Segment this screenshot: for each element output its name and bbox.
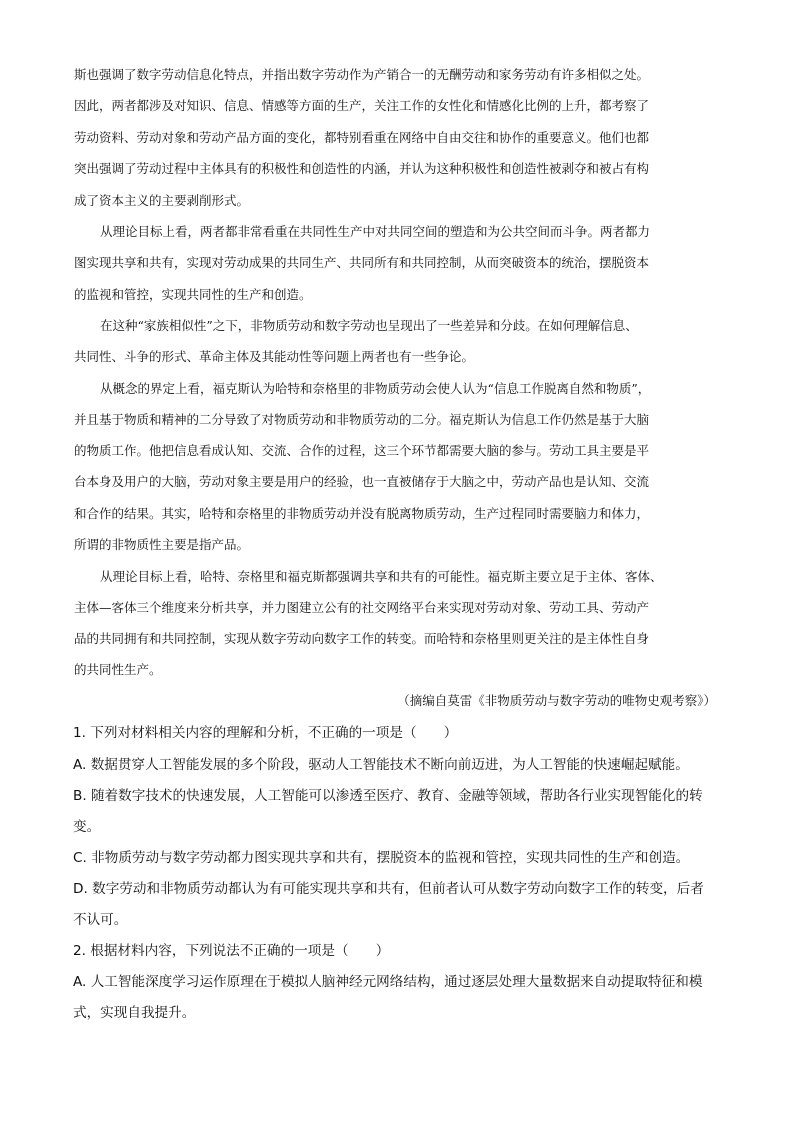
option-a-continued: 式，实现自我提升。 — [73, 1005, 196, 1021]
passage-line: 并且基于物质和精神的二分导致了对物质劳动和非物质劳动的二分。福克斯认为信息工作仍然是基于大脑 — [74, 412, 650, 427]
passage-line: 从理论目标上看，两者都非常看重在共同性生产中对共同空间的塑造和为公共空间而斗争。两者都力 — [100, 224, 651, 239]
passage-line: 主体—客体三个维度来分析共享，并力图建立公有的社交网络平台来实现对劳动对象、劳动工具、劳动产 — [74, 600, 650, 615]
passage-line: 从理论目标上看，哈特、奈格里和福克斯都强调共享和共有的可能性。福克斯主要立足于主体、客体、 — [100, 569, 663, 584]
passage-line: 劳动资料、劳动对象和劳动产品方面的变化，都特别看重在网络中自由交往和协作的重要意义。他们也都 — [74, 130, 650, 145]
passage-line: 所谓的非物质性主要是指产品。 — [74, 537, 250, 552]
option-a[interactable]: A. 数据贯穿人工智能发展的多个阶段，驱动人工智能技术不断向前迈进，为人工智能的快速崛起赋能。 — [73, 757, 689, 773]
passage-source: （摘编自莫雷《非物质劳动与数字劳动的唯物史观考察》） — [397, 693, 716, 708]
passage-line: 品的共同拥有和共同控制，实现从数字劳动向数字工作的转变。而哈特和奈格里则更关注的是主体性自身 — [74, 631, 650, 646]
passage-line: 的监视和管控，实现共同性的生产和创造。 — [74, 287, 312, 302]
question-stem: 1. 下列对材料相关内容的理解和分析，不正确的一项是（ ） — [73, 725, 458, 741]
passage-line: 图实现共享和共有，实现对劳动成果的共同生产、共同所有和共同控制，从而突破资本的统治，摆脱资本 — [74, 255, 650, 270]
option-d-continued: 不认可。 — [73, 912, 128, 928]
passage-line: 突出强调了劳动过程中主体具有的积极性和创造性的内涵，并认为这种积极性和创造性被剥夺和被占有构 — [74, 161, 650, 176]
option-c[interactable]: C. 非物质劳动与数字劳动都力图实现共享和共有，摆脱资本的监视和管控，实现共同性的生产和创造。 — [73, 850, 690, 866]
passage-line: 在这种“家族相似性”之下，非物质劳动和数字劳动也呈现出了一些差异和分歧。在如何理解信息、 — [100, 318, 638, 333]
option-b-continued: 变。 — [73, 819, 101, 835]
option-d[interactable]: D. 数字劳动和非物质劳动都认为有可能实现共享和共有，但前者认可从数字劳动向数字工作的转变，后者 — [73, 881, 704, 897]
passage-line: 共同性、斗争的形式、革命主体及其能动性等问题上两者也有一些争论。 — [74, 349, 475, 364]
passage-line: 的共同性生产。 — [74, 662, 162, 677]
option-a[interactable]: A. 人工智能深度学习运作原理在于模拟人脑神经元网络结构，通过逐层处理大量数据来自动提取特征和模 — [73, 974, 703, 990]
passage-line: 的物质工作。他把信息看成认知、交流、合作的过程，这三个环节都需要大脑的参与。劳动工具主要是平 — [74, 443, 650, 458]
option-b[interactable]: B. 随着数字技术的快速发展，人工智能可以渗透至医疗、教育、金融等领域，帮助各行业实现智能化的转 — [73, 788, 703, 804]
passage-line: 因此，两者都涉及对知识、信息、情感等方面的生产，关注工作的女性化和情感化比例的上升，都考察了 — [74, 98, 650, 113]
passage-line: 斯也强调了数字劳动信息化特点，并指出数字劳动作为产销合一的无酬劳动和家务劳动有许多相似之处。 — [74, 67, 650, 82]
passage-line: 台本身及用户的大脑，劳动对象主要是用户的经验，也一直被储存于大脑之中，劳动产品也是认知、交流 — [74, 474, 650, 489]
passage-line: 从概念的界定上看，福克斯认为哈特和奈格里的非物质劳动会使人认为“信息工作脱离自然和物质”， — [100, 381, 651, 396]
passage-line: 和合作的结果。其实，哈特和奈格里的非物质劳动并没有脱离物质劳动，生产过程同时需要脑力和体力， — [74, 506, 650, 521]
question-stem: 2. 根据材料内容，下列说法不正确的一项是（ ） — [73, 943, 390, 959]
passage-line: 成了资本主义的主要剥削形式。 — [74, 193, 250, 208]
